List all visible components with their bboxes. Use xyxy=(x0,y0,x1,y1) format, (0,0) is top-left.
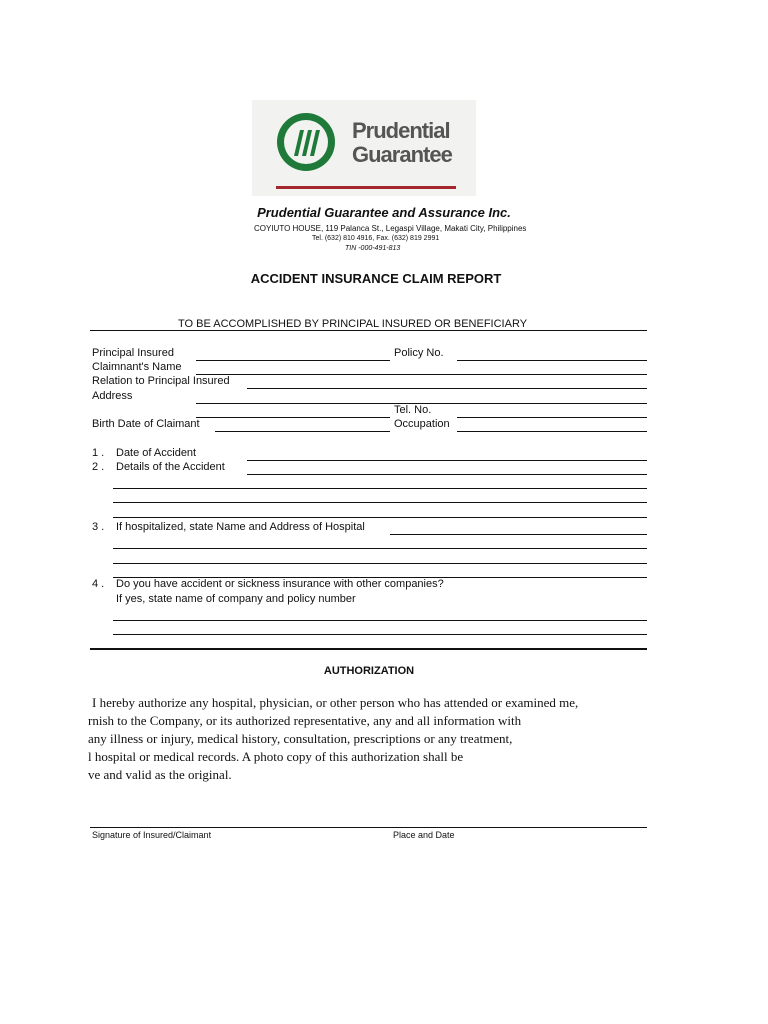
q3-number: 3 . xyxy=(92,521,105,533)
section-divider xyxy=(90,648,647,650)
birth-date-field[interactable] xyxy=(215,431,390,432)
authorization-heading: AUTHORIZATION xyxy=(323,665,415,677)
logo-text-line1: Prudential xyxy=(352,118,450,143)
principal-insured-field[interactable] xyxy=(196,360,390,361)
company-tin: TIN -000-491-813 xyxy=(345,245,401,252)
signature-label: Signature of Insured/Claimant xyxy=(92,830,212,840)
label-claimant-name: Claimnant's Name xyxy=(92,361,182,373)
hospital-field-line3[interactable] xyxy=(113,563,647,564)
q4-number: 4 . xyxy=(92,578,105,590)
logo-underline xyxy=(276,186,456,189)
tel-no-field[interactable] xyxy=(457,417,647,418)
place-date-label: Place and Date xyxy=(393,830,455,840)
accident-details-line4[interactable] xyxy=(113,517,647,518)
q4-label: Do you have accident or sickness insurance with other companies? xyxy=(116,578,444,590)
form-subtitle: TO BE ACCOMPLISHED BY PRINCIPAL INSURED OR BENEFICIARY xyxy=(178,318,528,330)
q4-sub-label: If yes, state name of company and policy number xyxy=(116,593,356,605)
q1-number: 1 . xyxy=(92,447,105,459)
address-field-line2[interactable] xyxy=(196,417,390,418)
policy-no-field[interactable] xyxy=(457,360,647,361)
accident-details-line2[interactable] xyxy=(113,488,647,489)
date-of-accident-field[interactable] xyxy=(247,460,647,461)
authorization-line-4: l hospital or medical records. A photo copy of this authorization shall be xyxy=(88,749,464,764)
accident-details-line3[interactable] xyxy=(113,502,647,503)
relation-field[interactable] xyxy=(247,388,647,389)
company-tel-fax: Tel. (632) 810 4916, Fax. (632) 819 2991 xyxy=(312,235,440,242)
accident-details-field[interactable] xyxy=(247,474,647,475)
label-address: Address xyxy=(92,390,133,402)
authorization-line-2: rnish to the Company, or its authorized representative, any and all information with xyxy=(88,713,522,728)
q1-label: Date of Accident xyxy=(116,447,197,459)
authorization-line-3: any illness or injury, medical history, consultation, prescriptions or any treatment, xyxy=(88,731,513,746)
company-logo xyxy=(252,100,476,196)
subtitle-rule xyxy=(90,330,647,331)
prudential-emblem-icon xyxy=(276,112,336,172)
label-principal-insured: Principal Insured xyxy=(92,347,174,359)
company-name: Prudential Guarantee and Assurance Inc. xyxy=(257,205,511,220)
claimant-name-field[interactable] xyxy=(196,374,647,375)
q3-label: If hospitalized, state Name and Address of Hospital xyxy=(116,521,365,533)
label-policy-no: Policy No. xyxy=(394,347,444,359)
label-birth-date: Birth Date of Claimant xyxy=(92,418,200,430)
other-insurance-field-line2[interactable] xyxy=(113,634,647,635)
label-tel-no: Tel. No. xyxy=(394,404,432,416)
form-title: ACCIDENT INSURANCE CLAIM REPORT xyxy=(250,271,502,286)
signature-line[interactable] xyxy=(90,827,647,828)
company-address: COYIUTO HOUSE, 119 Palanca St., Legaspi Village, Makati City, Philippines xyxy=(254,224,527,233)
label-occupation: Occupation xyxy=(394,418,450,430)
label-relation: Relation to Principal Insured xyxy=(92,375,230,387)
authorization-line-1: I hereby authorize any hospital, physician, or other person who has attended or examined me, xyxy=(92,695,579,710)
other-insurance-field[interactable] xyxy=(113,620,647,621)
hospital-field-line2[interactable] xyxy=(113,548,647,549)
hospital-field[interactable] xyxy=(390,534,647,535)
q2-label: Details of the Accident xyxy=(116,461,225,473)
logo-text-line2: Guarantee xyxy=(352,142,452,167)
q2-number: 2 . xyxy=(92,461,105,473)
authorization-line-5: ve and valid as the original. xyxy=(88,767,232,782)
occupation-field[interactable] xyxy=(457,431,647,432)
